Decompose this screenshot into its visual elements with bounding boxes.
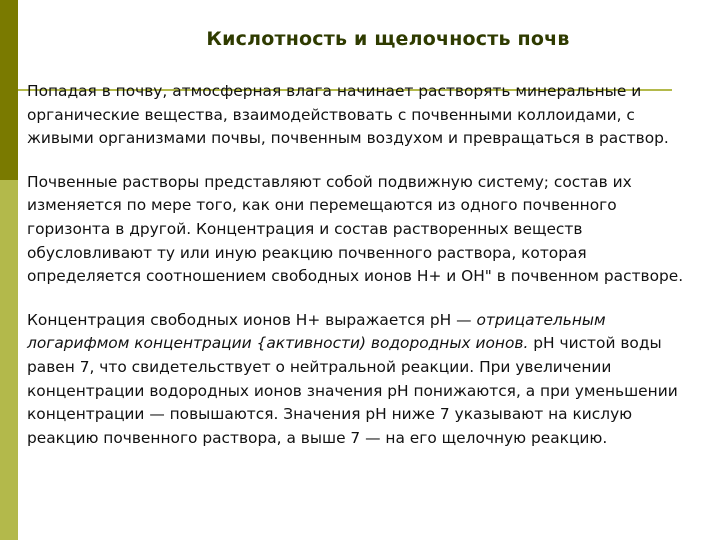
- paragraph-3-italic: отрицательным логарифмом концентрации {активности) водородных ионов.: [27, 310, 606, 353]
- left-accent-bar-bottom: [0, 180, 18, 540]
- slide-body: [27, 80, 697, 470]
- paragraph-3-part-2: рН чистой воды равен 7, что свидетельствует о нейтральной реакции. При увеличении концентрации водородных ионов значения рН понижаются, а при уменьшении концентрации — повышаются. Значения рН ниже 7 указывают на кислую реакцию почвенного раствора, а выше 7 — на его щелочную реакцию.: [27, 334, 678, 447]
- paragraph-2: Почвенные растворы представляют собой подвижную систему; состав их изменяется по мере того, как они перемещаются из одного почвенного горизонта в другой. Концентрация и состав растворенных веществ обусловливают ту или иную реакцию почвенного раствора, которая определяется соотношением свободных ионов Н+ и ОН" в почвенном растворе.: [27, 172, 684, 286]
- paragraph-1: Попадая в почву, атмосферная влага начинает растворять минеральные и органические вещества, взаимодействовать с почвенными коллоидами, с живыми организмами почвы, почвенным воздухом и превращаться в раствор.: [27, 82, 669, 148]
- slide-title: Кислотность и щелочность почв: [206, 28, 570, 50]
- left-accent-bar-top: [0, 0, 18, 180]
- paragraph-3: [27, 309, 697, 451]
- paragraph-3-part-1: Концентрация свободных ионов Н+ выражается рН —: [27, 310, 477, 329]
